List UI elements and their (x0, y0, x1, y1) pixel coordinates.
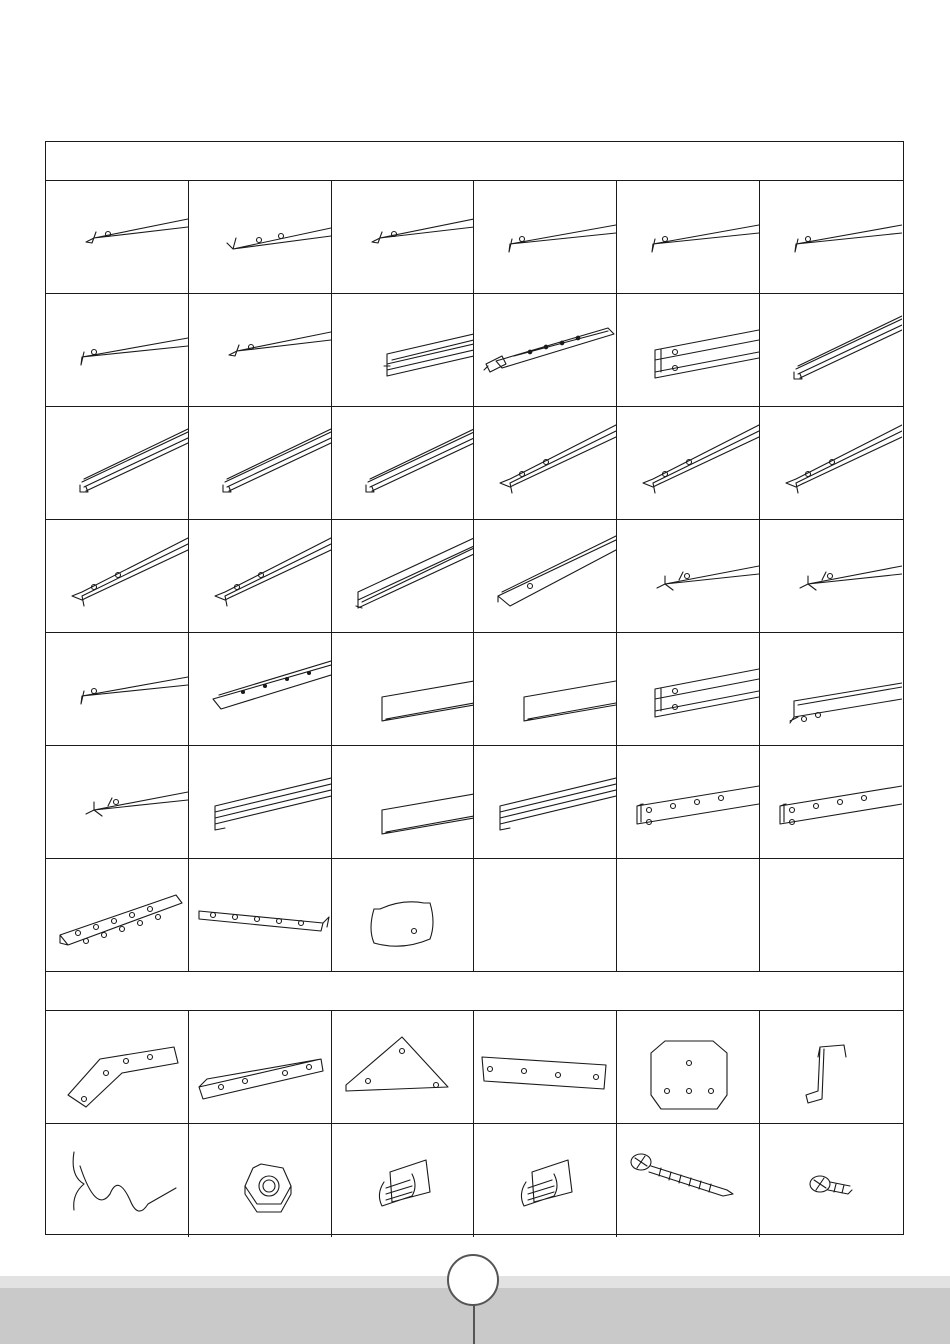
profile-cell (474, 294, 617, 407)
angle-profile-notched-icon (617, 520, 759, 632)
stepped-profile-icon (474, 746, 616, 858)
profile-cell (332, 859, 475, 972)
angle-profile-notched-icon (46, 746, 188, 858)
channel-profile-wide-icon (617, 294, 759, 406)
profile-cell (46, 294, 189, 407)
profile-cell (46, 746, 189, 859)
angle-profile-single-hole-icon (46, 181, 188, 293)
profile-cell (189, 859, 332, 972)
profile-cell (474, 181, 617, 294)
triangle-plate-icon (332, 1011, 474, 1123)
profile-cell (474, 746, 617, 859)
angle-bracket-perforated-icon (46, 859, 188, 971)
profile-cell (332, 633, 475, 746)
profile-cell (46, 859, 189, 972)
channel-profile-icon (332, 746, 474, 858)
tube-clip-icon (332, 859, 474, 971)
tee-profile-icon (617, 407, 759, 519)
profile-cell (474, 633, 617, 746)
profile-cell (760, 859, 903, 972)
profile-cell (617, 181, 760, 294)
accessory-cell (46, 1011, 189, 1124)
angle-profile-notched-icon (760, 520, 902, 632)
short-screw-icon (760, 1124, 902, 1236)
flat-splice-plate-icon (474, 1011, 616, 1123)
profile-cell (189, 746, 332, 859)
profile-cell (617, 633, 760, 746)
profile-cell (332, 181, 475, 294)
accessory-cell (474, 1011, 617, 1124)
profile-cell (474, 520, 617, 633)
profile-cell (617, 520, 760, 633)
profile-cell (332, 294, 475, 407)
s-hook-icon (760, 1011, 902, 1123)
profile-cell (189, 181, 332, 294)
profile-cell (46, 407, 189, 520)
accessory-cell (617, 1124, 760, 1237)
angle-profile-single-hole-icon (189, 294, 331, 406)
slotted-runner-with-clip-icon (474, 294, 616, 406)
profile-cell (332, 407, 475, 520)
profile-cell (189, 633, 332, 746)
angle-profile-two-holes-icon (189, 181, 331, 293)
angle-strip-perforated-icon (189, 859, 331, 971)
tee-profile-ribbed-icon (760, 294, 902, 406)
profile-cell (332, 520, 475, 633)
square-tube-profile-icon (760, 746, 902, 858)
parts-catalog-table (45, 141, 904, 1235)
channel-profile-wide-icon (617, 633, 759, 745)
section-header-profiles (46, 142, 903, 181)
accessory-cell (760, 1124, 903, 1237)
channel-connector-icon (189, 1011, 331, 1123)
tee-profile-ribbed-icon (189, 407, 331, 519)
tee-profile-icon (474, 407, 616, 519)
accessory-cell (617, 1011, 760, 1124)
profile-cell (46, 520, 189, 633)
flat-profile-icon (46, 294, 188, 406)
profile-cell (617, 859, 760, 972)
tee-profile-icon (760, 407, 902, 519)
accessory-cell (189, 1124, 332, 1237)
t-bolt-icon (332, 1124, 474, 1236)
profile-cell (617, 746, 760, 859)
channel-profile-icon (474, 633, 616, 745)
profile-cell (617, 407, 760, 520)
profile-cell (760, 407, 903, 520)
footer-divider-line (473, 1300, 475, 1344)
profiles-grid (46, 181, 903, 972)
section-header-accessories (46, 972, 903, 1011)
accessories-grid (46, 1011, 903, 1237)
tee-profile-ribbed-icon (46, 407, 188, 519)
profile-cell (760, 520, 903, 633)
accessory-cell (332, 1124, 475, 1237)
accessory-cell (760, 1011, 903, 1124)
profile-cell (46, 181, 189, 294)
tee-profile-icon (189, 520, 331, 632)
square-tube-profile-icon (617, 746, 759, 858)
tee-profile-ribbed-icon (332, 407, 474, 519)
hex-nut-icon (189, 1124, 331, 1236)
wide-channel-ribbed-icon (332, 520, 474, 632)
profile-cell (760, 746, 903, 859)
page-number-badge (447, 1254, 499, 1306)
stepped-profile-icon (189, 746, 331, 858)
flat-profile-icon (474, 181, 616, 293)
profile-cell (617, 294, 760, 407)
profile-cell (760, 181, 903, 294)
flat-profile-icon (760, 181, 902, 293)
self-tapping-screw-icon (617, 1124, 759, 1236)
channel-profile-icon (332, 633, 474, 745)
accessory-cell (332, 1011, 475, 1124)
profile-cell (46, 633, 189, 746)
flat-profile-icon (46, 633, 188, 745)
t-bolt-icon (474, 1124, 616, 1236)
profile-cell (189, 520, 332, 633)
t-plate-icon (617, 1011, 759, 1123)
flat-profile-icon (617, 181, 759, 293)
channel-profile-ribbed-icon (332, 294, 474, 406)
accessory-cell (474, 1124, 617, 1237)
accessory-cell (46, 1124, 189, 1237)
connector-plate-icon (46, 1011, 188, 1123)
accessory-cell (189, 1011, 332, 1124)
profile-cell (474, 407, 617, 520)
tee-profile-icon (46, 520, 188, 632)
wide-angle-ribbed-icon (474, 520, 616, 632)
angle-profile-single-hole-icon (332, 181, 474, 293)
channel-profile-lipped-icon (760, 633, 902, 745)
profile-cell (760, 294, 903, 407)
profile-cell (189, 407, 332, 520)
profile-cell (332, 746, 475, 859)
profile-cell (474, 859, 617, 972)
angle-profile-beaded-icon (189, 633, 331, 745)
profile-cell (760, 633, 903, 746)
spring-wire-clip-icon (46, 1124, 188, 1236)
profile-cell (189, 294, 332, 407)
